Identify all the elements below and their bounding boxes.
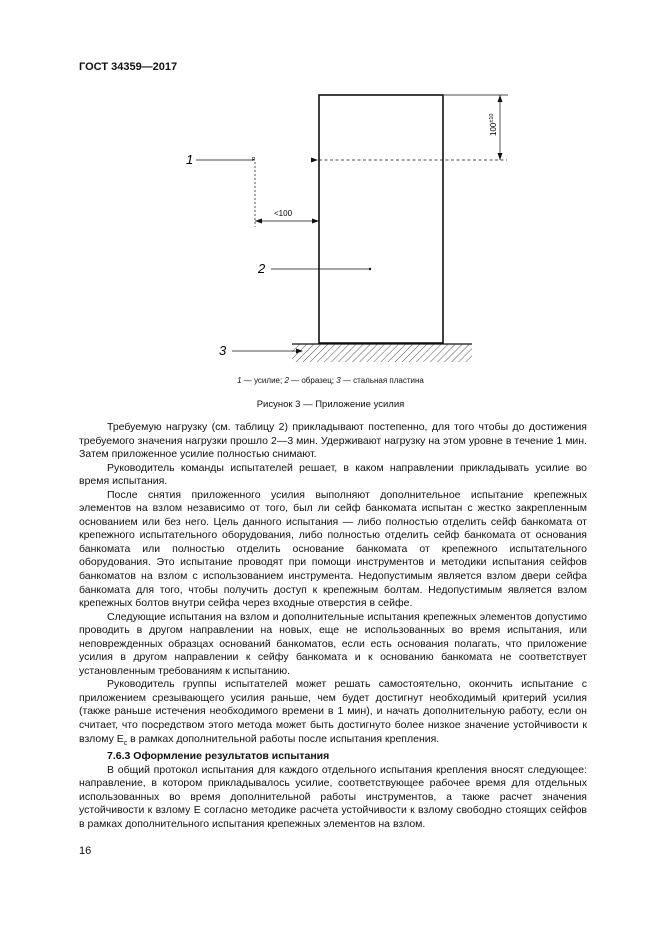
paragraph: Руководитель команды испытателей решает, в каком направлении прикладывать усилие во время испытания. — [79, 461, 587, 488]
dim-top-label: $100^{\pm 10}$ — [489, 113, 498, 136]
leader-2-dot — [369, 268, 371, 270]
specimen-outline — [319, 95, 443, 343]
force-arrow — [311, 158, 318, 163]
dim-arrow-up — [498, 95, 503, 102]
label-3: 3 — [219, 343, 227, 358]
steel-plate-hatching — [292, 344, 472, 362]
figure-caption: Рисунок 3 — Приложение усилия — [256, 399, 405, 410]
dim-arrow-right — [312, 219, 319, 224]
document-header: ГОСТ 34359—2017 — [79, 61, 178, 73]
section-heading: 7.6.3 Оформление результатов испытания — [107, 750, 330, 763]
body-text — [79, 421, 587, 832]
paragraph: В общий протокол испытания для каждого отдельного испытания крепления вносят следующее: направление, в котором прикладывалось усилие, соответствующее рабочее время для отдельных использованных во время дополнительной работы инструментов, а также расчет значения устойчивости к взлому E согласно методике расчета устойчивости к взлому свободно стоящих сейфов в рамках дополнительного испытания крепежных элементов на взлом. — [79, 763, 587, 830]
page-number: 16 — [79, 845, 92, 857]
paragraph: После снятия приложенного усилия выполняют дополнительное испытание крепежных элементов на взлом независимо от того, был ли сейф банкомата испытан с жестко закрепленным основанием или без него. Цель данного испытания — либо полностью отделить сейф банкомата от крепежного испытательного оборудования, либо полностью отделить сейф банкомата от основания банкомата или полностью отделить основание банкомата от крепежного испытательного оборудования. Это испытание проводят при помощи инструментов и методики испытания сейфов банкоматов на взлом с использованием инструмента. Недопустимым является взлом двери сейфа банкомата для того, чтобы получить доступ к крепежным болтам. Недопустимым является взлом крепежных болтов внутри сейфа через входные отверстия в сейфе. — [79, 488, 587, 610]
dim-arrow-left — [255, 219, 262, 224]
paragraph: Руководитель группы испытателей может решать самостоятельно, окончить испытание с приложением срезывающего усилия раньше, чем будет достигнут необходимый критерий усилия (также раньше истечения необходимого времени в 1 мин), и начать дополнительную работу, если он считает, что посредством этого метода может быть достигнуто более низкое значение устойчивости к взлому $E_c$ в рамках дополнительной работы после испытания крепления. — [79, 678, 587, 747]
paragraph: Следующие испытания на взлом и дополнительные испытания крепежных элементов допустимо проводить в другом направлении на новых, еще не использованных во время испытания, или неповрежденных образцах оснований банкоматов, если есть основания полагать, что приложение усилия в другом направлении к сейфу банкомата и к основанию банкомата не соответствует установленным требованиям к испытанию. — [79, 610, 587, 677]
figure-force-application — [0, 0, 661, 372]
dim-side-label: <100 — [274, 209, 293, 218]
label-2: 2 — [258, 261, 266, 276]
dim-arrow-down — [498, 153, 503, 160]
label-1: 1 — [186, 152, 194, 167]
paragraph: Требуемую нагрузку (см. таблицу 2) прикладывают постепенно, для того чтобы до достижения требуемого значения нагрузки прошло 2—3 мин. Удерживают нагрузку на этом уровне в течение 1 мин. Затем приложенное усилие полностью снимают. — [79, 421, 587, 461]
figure-legend: 1 — усилие; 2 — образец; 3 — стальная пластина — [237, 376, 424, 385]
force-mark: P — [252, 157, 256, 163]
